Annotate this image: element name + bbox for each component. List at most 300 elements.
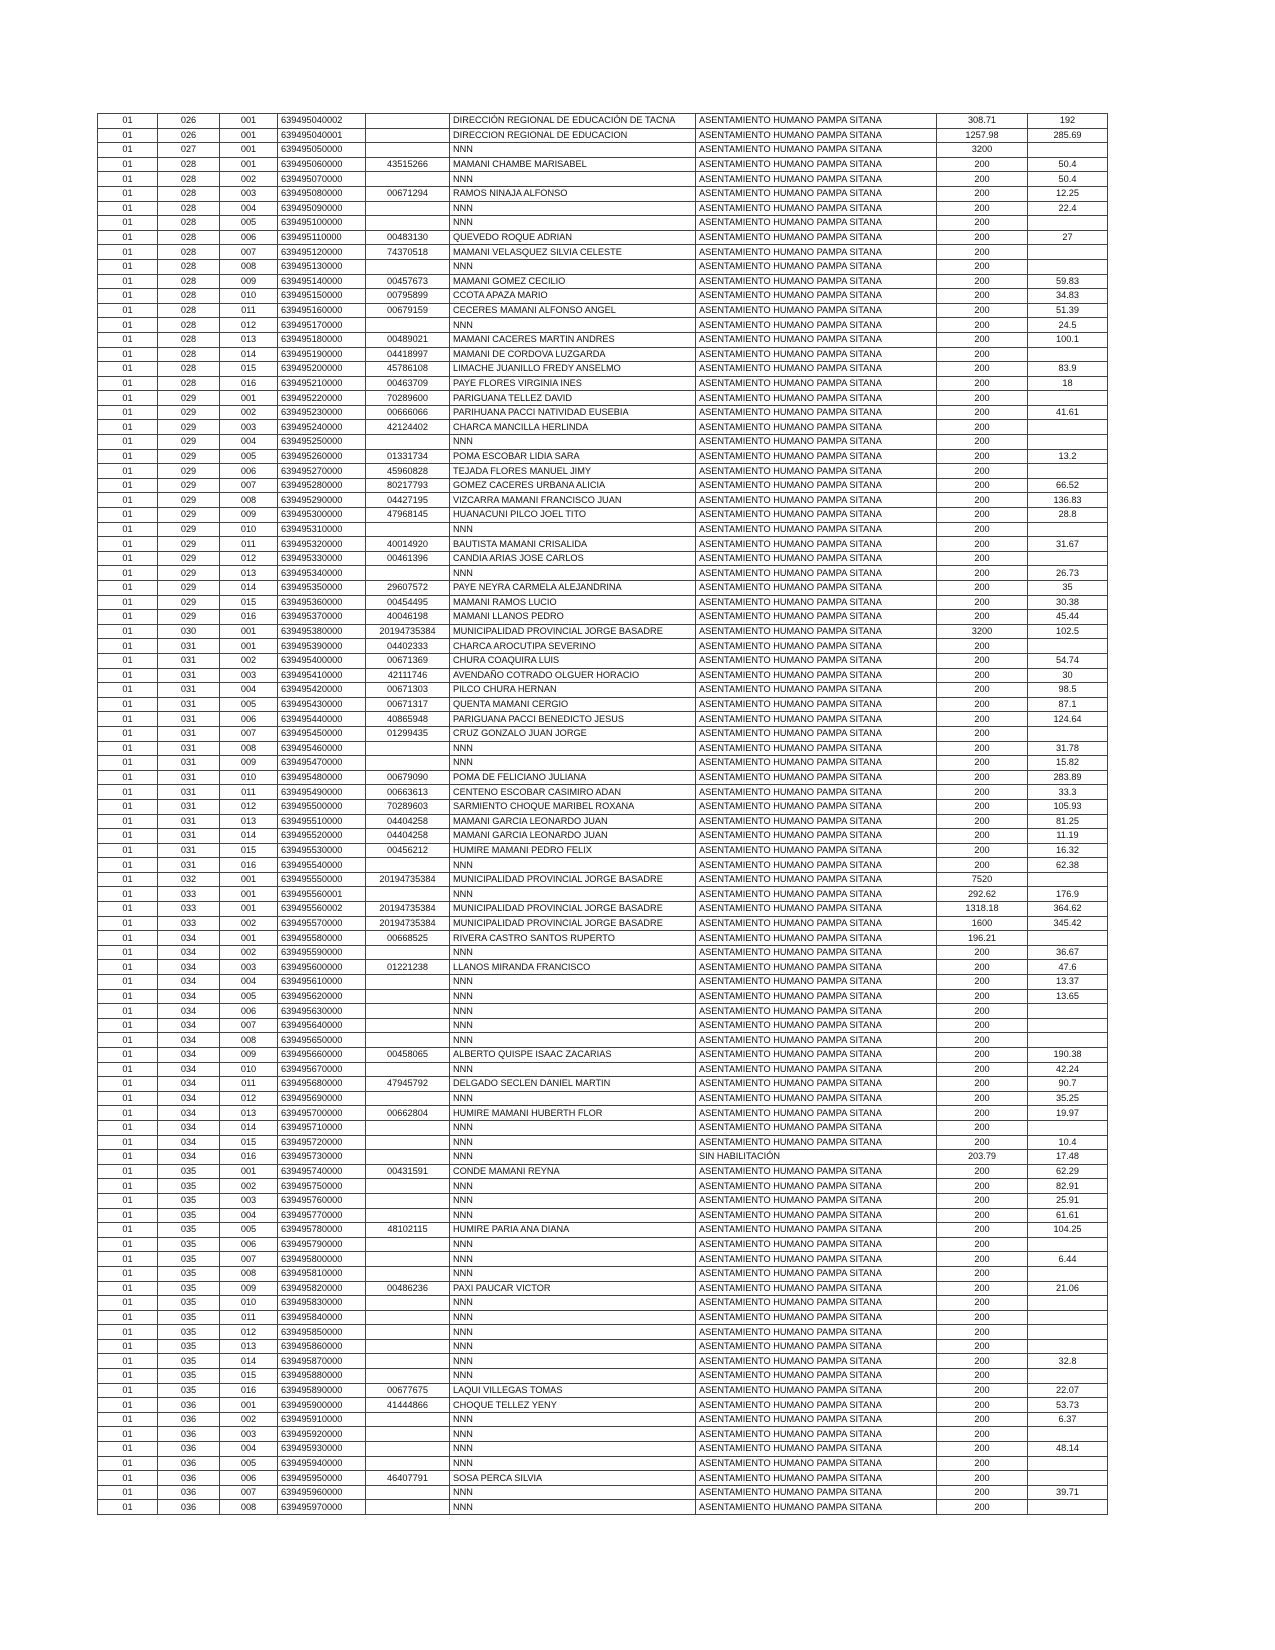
cell-col-code: 639495300000 bbox=[278, 508, 366, 523]
cell-col-code: 639495770000 bbox=[278, 1208, 366, 1223]
cell-col-area: 200 bbox=[937, 420, 1028, 435]
cell-col-dept: 01 bbox=[98, 1048, 158, 1063]
cell-col-owner: CRUZ GONZALO JUAN JORGE bbox=[450, 726, 696, 741]
cell-col-sector: 028 bbox=[158, 230, 220, 245]
cell-col-area: 200 bbox=[937, 1369, 1028, 1384]
cell-col-dept: 01 bbox=[98, 230, 158, 245]
cell-col-lote: 004 bbox=[220, 435, 278, 450]
cell-col-code: 639495090000 bbox=[278, 201, 366, 216]
cell-col-sector: 031 bbox=[158, 843, 220, 858]
cell-col-lote: 001 bbox=[220, 887, 278, 902]
table-row bbox=[98, 1383, 1108, 1398]
cell-col-doc-id bbox=[366, 1412, 450, 1427]
cell-col-built-area: 190.38 bbox=[1028, 1048, 1108, 1063]
table-row bbox=[98, 114, 1108, 129]
cell-col-lote: 009 bbox=[220, 756, 278, 771]
cell-col-code: 639495950000 bbox=[278, 1471, 366, 1486]
cell-col-built-area bbox=[1028, 259, 1108, 274]
cell-col-lote: 009 bbox=[220, 274, 278, 289]
cell-col-habilitacion: ASENTAMIENTO HUMANO PAMPA SITANA bbox=[696, 683, 937, 698]
cell-col-area: 292.62 bbox=[937, 887, 1028, 902]
cell-col-code: 639495100000 bbox=[278, 216, 366, 231]
cell-col-owner: LAQUI VILLEGAS TOMAS bbox=[450, 1383, 696, 1398]
cell-col-doc-id: 29607572 bbox=[366, 581, 450, 596]
cell-col-doc-id bbox=[366, 1339, 450, 1354]
cell-col-area: 200 bbox=[937, 405, 1028, 420]
cell-col-habilitacion: ASENTAMIENTO HUMANO PAMPA SITANA bbox=[696, 712, 937, 727]
cell-col-code: 639495150000 bbox=[278, 289, 366, 304]
table-row bbox=[98, 1120, 1108, 1135]
cell-col-owner: AVENDAÑO COTRADO OLGUER HORACIO bbox=[450, 668, 696, 683]
table-row bbox=[98, 1266, 1108, 1281]
cell-col-owner: NNN bbox=[450, 522, 696, 537]
cell-col-lote: 014 bbox=[220, 829, 278, 844]
cell-col-built-area bbox=[1028, 1427, 1108, 1442]
cell-col-habilitacion: ASENTAMIENTO HUMANO PAMPA SITANA bbox=[696, 1091, 937, 1106]
cell-col-habilitacion: ASENTAMIENTO HUMANO PAMPA SITANA bbox=[696, 1485, 937, 1500]
cell-col-code: 639495360000 bbox=[278, 595, 366, 610]
cell-col-habilitacion: ASENTAMIENTO HUMANO PAMPA SITANA bbox=[696, 1062, 937, 1077]
cell-col-sector: 036 bbox=[158, 1500, 220, 1515]
table-row bbox=[98, 785, 1108, 800]
cell-col-doc-id bbox=[366, 1004, 450, 1019]
cell-col-area: 200 bbox=[937, 1398, 1028, 1413]
cell-col-lote: 005 bbox=[220, 449, 278, 464]
cell-col-owner: DELGADO SECLEN DANIEL MARTIN bbox=[450, 1077, 696, 1092]
cell-col-sector: 031 bbox=[158, 741, 220, 756]
cell-col-habilitacion: ASENTAMIENTO HUMANO PAMPA SITANA bbox=[696, 1427, 937, 1442]
cell-col-code: 639495480000 bbox=[278, 770, 366, 785]
cell-col-area: 200 bbox=[937, 858, 1028, 873]
cell-col-doc-id bbox=[366, 1135, 450, 1150]
cell-col-habilitacion: ASENTAMIENTO HUMANO PAMPA SITANA bbox=[696, 1223, 937, 1238]
cell-col-sector: 034 bbox=[158, 1004, 220, 1019]
cell-col-code: 639495490000 bbox=[278, 785, 366, 800]
cell-col-sector: 031 bbox=[158, 785, 220, 800]
cell-col-dept: 01 bbox=[98, 916, 158, 931]
table-row bbox=[98, 1223, 1108, 1238]
cell-col-code: 639495050000 bbox=[278, 143, 366, 158]
cell-col-dept: 01 bbox=[98, 1339, 158, 1354]
cell-col-owner: NNN bbox=[450, 1091, 696, 1106]
cell-col-dept: 01 bbox=[98, 1354, 158, 1369]
cell-col-area: 200 bbox=[937, 274, 1028, 289]
cell-col-area: 196.21 bbox=[937, 931, 1028, 946]
cell-col-sector: 029 bbox=[158, 405, 220, 420]
cell-col-built-area: 19.97 bbox=[1028, 1106, 1108, 1121]
cell-col-owner: PARIHUANA PACCI NATIVIDAD EUSEBIA bbox=[450, 405, 696, 420]
cell-col-sector: 035 bbox=[158, 1266, 220, 1281]
table-row bbox=[98, 449, 1108, 464]
cell-col-area: 200 bbox=[937, 157, 1028, 172]
cell-col-area: 7520 bbox=[937, 872, 1028, 887]
cell-col-dept: 01 bbox=[98, 668, 158, 683]
cell-col-built-area: 31.78 bbox=[1028, 741, 1108, 756]
cell-col-dept: 01 bbox=[98, 435, 158, 450]
table-row bbox=[98, 1018, 1108, 1033]
cell-col-dept: 01 bbox=[98, 610, 158, 625]
table-row bbox=[98, 522, 1108, 537]
table-row bbox=[98, 1193, 1108, 1208]
cell-col-lote: 006 bbox=[220, 1471, 278, 1486]
cell-col-sector: 031 bbox=[158, 756, 220, 771]
cell-col-code: 639495450000 bbox=[278, 726, 366, 741]
cell-col-sector: 029 bbox=[158, 420, 220, 435]
cell-col-built-area: 35 bbox=[1028, 581, 1108, 596]
cell-col-dept: 01 bbox=[98, 537, 158, 552]
cell-col-owner: DIRECCIÓN REGIONAL DE EDUCACIÓN DE TACNA bbox=[450, 114, 696, 129]
cell-col-doc-id: 74370518 bbox=[366, 245, 450, 260]
table-row bbox=[98, 595, 1108, 610]
table-row bbox=[98, 1033, 1108, 1048]
cell-col-code: 639495140000 bbox=[278, 274, 366, 289]
cell-col-habilitacion: ASENTAMIENTO HUMANO PAMPA SITANA bbox=[696, 610, 937, 625]
cell-col-lote: 005 bbox=[220, 1223, 278, 1238]
cell-col-dept: 01 bbox=[98, 945, 158, 960]
cell-col-owner: MUNICIPALIDAD PROVINCIAL JORGE BASADRE bbox=[450, 872, 696, 887]
cell-col-sector: 026 bbox=[158, 128, 220, 143]
cell-col-code: 639495650000 bbox=[278, 1033, 366, 1048]
cell-col-area: 200 bbox=[937, 1208, 1028, 1223]
table-row bbox=[98, 697, 1108, 712]
cell-col-built-area: 53.73 bbox=[1028, 1398, 1108, 1413]
cell-col-built-area: 83.9 bbox=[1028, 362, 1108, 377]
table-row bbox=[98, 902, 1108, 917]
cell-col-dept: 01 bbox=[98, 478, 158, 493]
cell-col-dept: 01 bbox=[98, 653, 158, 668]
cell-col-owner: NNN bbox=[450, 1179, 696, 1194]
cell-col-area: 200 bbox=[937, 1135, 1028, 1150]
cell-col-dept: 01 bbox=[98, 931, 158, 946]
cell-col-doc-id: 00458065 bbox=[366, 1048, 450, 1063]
cell-col-owner: PAXI PAUCAR VICTOR bbox=[450, 1281, 696, 1296]
cell-col-doc-id bbox=[366, 1369, 450, 1384]
cell-col-area: 200 bbox=[937, 1062, 1028, 1077]
cell-col-dept: 01 bbox=[98, 1500, 158, 1515]
cell-col-built-area: 62.29 bbox=[1028, 1164, 1108, 1179]
cell-col-owner: CHOQUE TELLEZ YENY bbox=[450, 1398, 696, 1413]
cell-col-habilitacion: ASENTAMIENTO HUMANO PAMPA SITANA bbox=[696, 975, 937, 990]
cell-col-owner: NNN bbox=[450, 1325, 696, 1340]
table-row bbox=[98, 1412, 1108, 1427]
table-row bbox=[98, 347, 1108, 362]
cell-col-built-area: 45.44 bbox=[1028, 610, 1108, 625]
cell-col-dept: 01 bbox=[98, 289, 158, 304]
cell-col-code: 639495210000 bbox=[278, 376, 366, 391]
cell-col-dept: 01 bbox=[98, 1296, 158, 1311]
cell-col-built-area bbox=[1028, 464, 1108, 479]
cell-col-owner: NNN bbox=[450, 1120, 696, 1135]
cell-col-code: 639495610000 bbox=[278, 975, 366, 990]
cell-col-area: 200 bbox=[937, 1077, 1028, 1092]
cell-col-owner: NNN bbox=[450, 945, 696, 960]
cell-col-code: 639495730000 bbox=[278, 1150, 366, 1165]
cell-col-dept: 01 bbox=[98, 1369, 158, 1384]
cell-col-code: 639495560002 bbox=[278, 902, 366, 917]
cell-col-lote: 015 bbox=[220, 362, 278, 377]
cell-col-doc-id: 00671303 bbox=[366, 683, 450, 698]
cell-col-code: 639495510000 bbox=[278, 814, 366, 829]
cell-col-dept: 01 bbox=[98, 143, 158, 158]
cell-col-built-area: 33.3 bbox=[1028, 785, 1108, 800]
cell-col-owner: NNN bbox=[450, 1354, 696, 1369]
cell-col-code: 639495500000 bbox=[278, 799, 366, 814]
cell-col-sector: 034 bbox=[158, 1018, 220, 1033]
cell-col-habilitacion: ASENTAMIENTO HUMANO PAMPA SITANA bbox=[696, 318, 937, 333]
cell-col-habilitacion: ASENTAMIENTO HUMANO PAMPA SITANA bbox=[696, 1193, 937, 1208]
cell-col-area: 200 bbox=[937, 1018, 1028, 1033]
cell-col-area: 200 bbox=[937, 1091, 1028, 1106]
cell-col-owner: HUANACUNI PILCO JOEL TITO bbox=[450, 508, 696, 523]
cell-col-lote: 004 bbox=[220, 1442, 278, 1457]
cell-col-code: 639495960000 bbox=[278, 1485, 366, 1500]
cell-col-doc-id bbox=[366, 858, 450, 873]
cell-col-habilitacion: ASENTAMIENTO HUMANO PAMPA SITANA bbox=[696, 1106, 937, 1121]
cell-col-dept: 01 bbox=[98, 128, 158, 143]
cell-col-doc-id bbox=[366, 741, 450, 756]
cell-col-area: 200 bbox=[937, 1004, 1028, 1019]
cell-col-sector: 028 bbox=[158, 274, 220, 289]
cell-col-built-area bbox=[1028, 1456, 1108, 1471]
cell-col-built-area: 104.25 bbox=[1028, 1223, 1108, 1238]
cell-col-code: 639495460000 bbox=[278, 741, 366, 756]
cell-col-owner: NNN bbox=[450, 1310, 696, 1325]
cell-col-doc-id: 70289603 bbox=[366, 799, 450, 814]
cell-col-owner: NNN bbox=[450, 259, 696, 274]
cell-col-lote: 011 bbox=[220, 1077, 278, 1092]
cell-col-habilitacion: ASENTAMIENTO HUMANO PAMPA SITANA bbox=[696, 1237, 937, 1252]
cell-col-lote: 002 bbox=[220, 916, 278, 931]
cell-col-lote: 014 bbox=[220, 347, 278, 362]
table-row bbox=[98, 478, 1108, 493]
cell-col-owner: MUNICIPALIDAD PROVINCIAL JORGE BASADRE bbox=[450, 624, 696, 639]
cell-col-area: 200 bbox=[937, 756, 1028, 771]
cell-col-doc-id: 41444866 bbox=[366, 1398, 450, 1413]
cell-col-built-area: 22.07 bbox=[1028, 1383, 1108, 1398]
cell-col-sector: 034 bbox=[158, 1077, 220, 1092]
cell-col-doc-id: 47945792 bbox=[366, 1077, 450, 1092]
cell-col-sector: 035 bbox=[158, 1179, 220, 1194]
table-row bbox=[98, 945, 1108, 960]
cell-col-sector: 031 bbox=[158, 653, 220, 668]
cell-col-built-area bbox=[1028, 872, 1108, 887]
cell-col-sector: 029 bbox=[158, 595, 220, 610]
cell-col-lote: 001 bbox=[220, 1398, 278, 1413]
cell-col-sector: 028 bbox=[158, 157, 220, 172]
cell-col-sector: 030 bbox=[158, 624, 220, 639]
cell-col-habilitacion: ASENTAMIENTO HUMANO PAMPA SITANA bbox=[696, 1135, 937, 1150]
cell-col-doc-id bbox=[366, 989, 450, 1004]
cell-col-built-area: 41.61 bbox=[1028, 405, 1108, 420]
cell-col-built-area: 35.25 bbox=[1028, 1091, 1108, 1106]
cell-col-doc-id bbox=[366, 1266, 450, 1281]
cell-col-code: 639495340000 bbox=[278, 566, 366, 581]
cell-col-owner: HUMIRE MAMANI HUBERTH FLOR bbox=[450, 1106, 696, 1121]
cell-col-habilitacion: ASENTAMIENTO HUMANO PAMPA SITANA bbox=[696, 493, 937, 508]
cell-col-built-area: 30.38 bbox=[1028, 595, 1108, 610]
cell-col-code: 639495920000 bbox=[278, 1427, 366, 1442]
cell-col-area: 200 bbox=[937, 712, 1028, 727]
cell-col-habilitacion: ASENTAMIENTO HUMANO PAMPA SITANA bbox=[696, 1296, 937, 1311]
cell-col-dept: 01 bbox=[98, 1179, 158, 1194]
cell-col-area: 200 bbox=[937, 726, 1028, 741]
cell-col-doc-id: 46407791 bbox=[366, 1471, 450, 1486]
cell-col-code: 639495520000 bbox=[278, 829, 366, 844]
cell-col-built-area: 82.91 bbox=[1028, 1179, 1108, 1194]
cell-col-built-area bbox=[1028, 551, 1108, 566]
cell-col-area: 200 bbox=[937, 1310, 1028, 1325]
cell-col-dept: 01 bbox=[98, 1062, 158, 1077]
cell-col-doc-id bbox=[366, 143, 450, 158]
cell-col-habilitacion: ASENTAMIENTO HUMANO PAMPA SITANA bbox=[696, 843, 937, 858]
cell-col-code: 639495750000 bbox=[278, 1179, 366, 1194]
cell-col-dept: 01 bbox=[98, 376, 158, 391]
cell-col-area: 200 bbox=[937, 391, 1028, 406]
table-row bbox=[98, 464, 1108, 479]
cell-col-owner: CHURA COAQUIRA LUIS bbox=[450, 653, 696, 668]
cell-col-lote: 001 bbox=[220, 639, 278, 654]
cell-col-built-area bbox=[1028, 1120, 1108, 1135]
table-row bbox=[98, 172, 1108, 187]
cell-col-code: 639495820000 bbox=[278, 1281, 366, 1296]
cell-col-owner: NNN bbox=[450, 1369, 696, 1384]
cell-col-code: 639495470000 bbox=[278, 756, 366, 771]
cell-col-sector: 035 bbox=[158, 1354, 220, 1369]
cell-col-dept: 01 bbox=[98, 770, 158, 785]
cell-col-lote: 002 bbox=[220, 945, 278, 960]
cell-col-dept: 01 bbox=[98, 1252, 158, 1267]
table-row bbox=[98, 975, 1108, 990]
cell-col-sector: 028 bbox=[158, 347, 220, 362]
cell-col-doc-id: 00457673 bbox=[366, 274, 450, 289]
cell-col-area: 200 bbox=[937, 435, 1028, 450]
table-row bbox=[98, 858, 1108, 873]
cell-col-built-area bbox=[1028, 522, 1108, 537]
cell-col-lote: 016 bbox=[220, 1383, 278, 1398]
cell-col-dept: 01 bbox=[98, 1310, 158, 1325]
cell-col-lote: 001 bbox=[220, 931, 278, 946]
cell-col-area: 200 bbox=[937, 1339, 1028, 1354]
cell-col-doc-id: 00679090 bbox=[366, 770, 450, 785]
cell-col-doc-id: 04418997 bbox=[366, 347, 450, 362]
cell-col-owner: CANDIA ARIAS JOSE CARLOS bbox=[450, 551, 696, 566]
cell-col-owner: NNN bbox=[450, 1427, 696, 1442]
cell-col-lote: 010 bbox=[220, 1296, 278, 1311]
cell-col-doc-id: 00668525 bbox=[366, 931, 450, 946]
table-row bbox=[98, 872, 1108, 887]
cell-col-area: 200 bbox=[937, 975, 1028, 990]
cell-col-code: 639495880000 bbox=[278, 1369, 366, 1384]
cell-col-sector: 028 bbox=[158, 172, 220, 187]
cell-col-owner: PAYE FLORES VIRGINIA INES bbox=[450, 376, 696, 391]
cell-col-doc-id: 04404258 bbox=[366, 814, 450, 829]
cell-col-lote: 010 bbox=[220, 289, 278, 304]
cell-col-built-area bbox=[1028, 435, 1108, 450]
cell-col-sector: 032 bbox=[158, 872, 220, 887]
cell-col-code: 639495700000 bbox=[278, 1106, 366, 1121]
cell-col-code: 639495060000 bbox=[278, 157, 366, 172]
cell-col-habilitacion: ASENTAMIENTO HUMANO PAMPA SITANA bbox=[696, 1048, 937, 1063]
cell-col-habilitacion: ASENTAMIENTO HUMANO PAMPA SITANA bbox=[696, 1354, 937, 1369]
cell-col-doc-id: 00663613 bbox=[366, 785, 450, 800]
table-row bbox=[98, 581, 1108, 596]
cell-col-habilitacion: ASENTAMIENTO HUMANO PAMPA SITANA bbox=[696, 1077, 937, 1092]
table-row bbox=[98, 1208, 1108, 1223]
table-row bbox=[98, 931, 1108, 946]
cell-col-built-area: 13.65 bbox=[1028, 989, 1108, 1004]
cell-col-habilitacion: ASENTAMIENTO HUMANO PAMPA SITANA bbox=[696, 464, 937, 479]
cell-col-habilitacion: ASENTAMIENTO HUMANO PAMPA SITANA bbox=[696, 1398, 937, 1413]
cell-col-dept: 01 bbox=[98, 347, 158, 362]
cell-col-built-area: 364.62 bbox=[1028, 902, 1108, 917]
cell-col-built-area: 51.39 bbox=[1028, 303, 1108, 318]
cell-col-dept: 01 bbox=[98, 1004, 158, 1019]
cell-col-code: 639495070000 bbox=[278, 172, 366, 187]
table-row bbox=[98, 551, 1108, 566]
parcel-table bbox=[97, 113, 1108, 1515]
cell-col-lote: 005 bbox=[220, 216, 278, 231]
cell-col-habilitacion: ASENTAMIENTO HUMANO PAMPA SITANA bbox=[696, 945, 937, 960]
cell-col-built-area bbox=[1028, 1325, 1108, 1340]
cell-col-area: 200 bbox=[937, 449, 1028, 464]
cell-col-dept: 01 bbox=[98, 201, 158, 216]
cell-col-built-area: 59.83 bbox=[1028, 274, 1108, 289]
cell-col-sector: 035 bbox=[158, 1339, 220, 1354]
cell-col-sector: 033 bbox=[158, 916, 220, 931]
cell-col-sector: 033 bbox=[158, 902, 220, 917]
cell-col-built-area: 283.89 bbox=[1028, 770, 1108, 785]
cell-col-owner: NNN bbox=[450, 1033, 696, 1048]
cell-col-code: 639495330000 bbox=[278, 551, 366, 566]
cell-col-dept: 01 bbox=[98, 1383, 158, 1398]
cell-col-dept: 01 bbox=[98, 318, 158, 333]
cell-col-doc-id: 00671369 bbox=[366, 653, 450, 668]
cell-col-area: 200 bbox=[937, 1179, 1028, 1194]
cell-col-code: 639495900000 bbox=[278, 1398, 366, 1413]
table-row bbox=[98, 1325, 1108, 1340]
cell-col-built-area: 81.25 bbox=[1028, 814, 1108, 829]
table-row bbox=[98, 814, 1108, 829]
cell-col-area: 200 bbox=[937, 814, 1028, 829]
table-row bbox=[98, 362, 1108, 377]
cell-col-dept: 01 bbox=[98, 683, 158, 698]
cell-col-dept: 01 bbox=[98, 726, 158, 741]
cell-col-code: 639495660000 bbox=[278, 1048, 366, 1063]
cell-col-sector: 035 bbox=[158, 1193, 220, 1208]
cell-col-lote: 013 bbox=[220, 1339, 278, 1354]
cell-col-doc-id: 00489021 bbox=[366, 332, 450, 347]
cell-col-area: 200 bbox=[937, 1412, 1028, 1427]
cell-col-sector: 036 bbox=[158, 1471, 220, 1486]
cell-col-owner: NNN bbox=[450, 435, 696, 450]
cell-col-dept: 01 bbox=[98, 493, 158, 508]
cell-col-area: 1318.18 bbox=[937, 902, 1028, 917]
cell-col-sector: 028 bbox=[158, 259, 220, 274]
cell-col-area: 200 bbox=[937, 610, 1028, 625]
cell-col-area: 200 bbox=[937, 960, 1028, 975]
cell-col-habilitacion: ASENTAMIENTO HUMANO PAMPA SITANA bbox=[696, 653, 937, 668]
cell-col-sector: 026 bbox=[158, 114, 220, 129]
cell-col-habilitacion: ASENTAMIENTO HUMANO PAMPA SITANA bbox=[696, 332, 937, 347]
cell-col-dept: 01 bbox=[98, 449, 158, 464]
cell-col-doc-id bbox=[366, 975, 450, 990]
cell-col-area: 200 bbox=[937, 697, 1028, 712]
cell-col-owner: MAMANI CHAMBE MARISABEL bbox=[450, 157, 696, 172]
table-row bbox=[98, 1398, 1108, 1413]
cell-col-lote: 006 bbox=[220, 230, 278, 245]
cell-col-lote: 006 bbox=[220, 1237, 278, 1252]
cell-col-dept: 01 bbox=[98, 1150, 158, 1165]
